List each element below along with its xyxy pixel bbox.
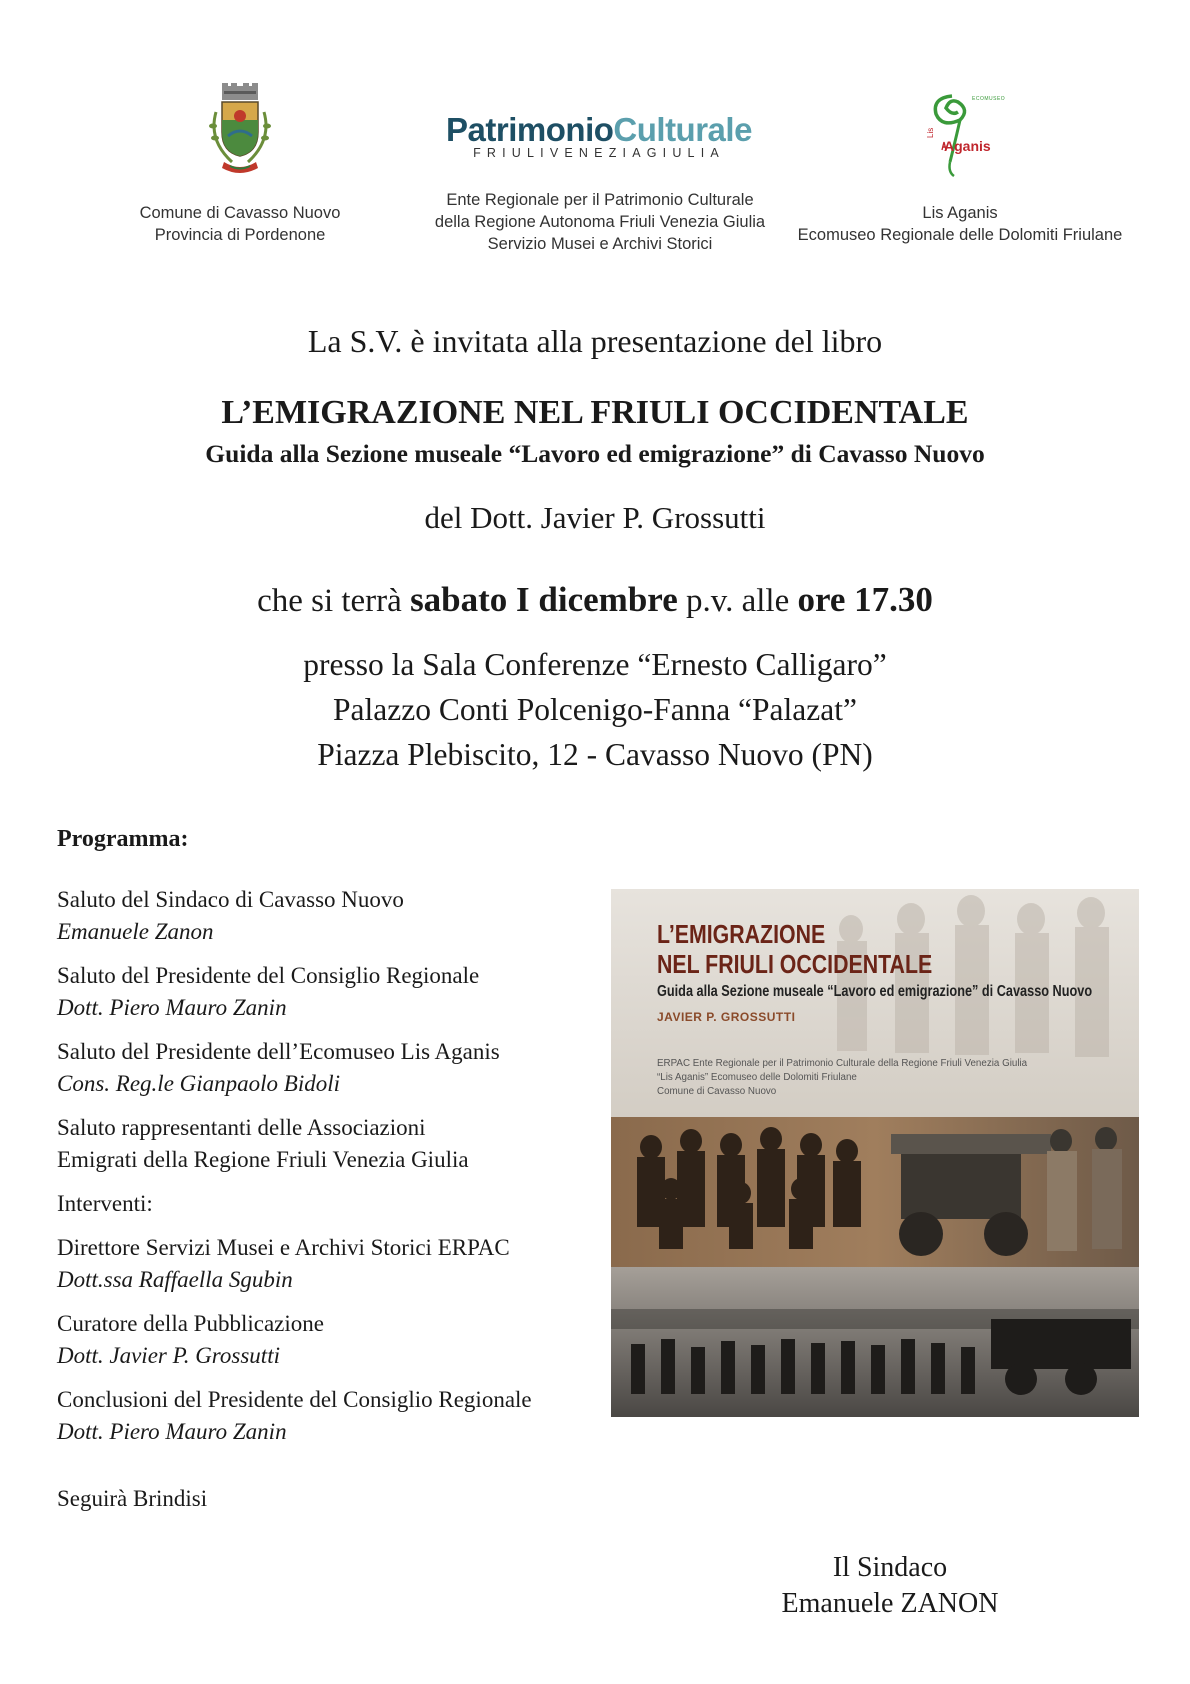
cover-title	[657, 919, 932, 979]
invitation-intro: La S.V. è invitata alla presentazione del libro	[307, 323, 883, 359]
lis-aganis-logo	[920, 90, 1006, 180]
cover-title-line-1: L’EMIGRAZIONE	[657, 919, 826, 949]
programme-item	[57, 1308, 617, 1372]
programme-item-title: Saluto del Sindaco di Cavasso Nuovo	[57, 887, 404, 912]
comune-caption	[110, 202, 370, 246]
ente-line-2: della Regione Autonoma Friuli Venezia Giulia	[434, 213, 766, 231]
comune-province: Provincia di Pordenone	[154, 226, 326, 244]
programme-item-person: Dott.ssa Raffaella Sgubin	[57, 1267, 293, 1292]
when-prefix: che si terrà	[257, 583, 411, 619]
logo-word-culturale: Culturale	[613, 111, 752, 148]
event-day: sabato I dicembre	[410, 580, 678, 619]
coat-of-arms-icon	[200, 82, 280, 180]
ente-line-1: Ente Regionale per il Patrimonio Culturale	[446, 191, 754, 209]
aganis-logo-lis: Lis	[926, 127, 935, 138]
book-author: del Dott. Javier P. Grossutti	[424, 500, 766, 535]
programme-item	[57, 884, 617, 948]
programme-item-title: Direttore Servizi Musei e Archivi Storici ERPAC	[57, 1235, 510, 1260]
programme-item	[57, 1232, 617, 1296]
programme-item-person: Emanuele Zanon	[57, 919, 214, 944]
cover-subtitle: Guida alla Sezione museale “Lavoro ed emigrazione” di Cavasso Nuovo	[657, 983, 1093, 1000]
ecomuseo-name: Lis Aganis	[922, 204, 998, 222]
programme-item	[57, 1036, 617, 1100]
comune-name: Comune di Cavasso Nuovo	[139, 204, 341, 222]
signature-role: Il Sindaco	[832, 1552, 948, 1583]
comune-logo	[200, 82, 280, 180]
programme-item-person: Dott. Piero Mauro Zanin	[57, 995, 287, 1020]
programme-item	[57, 1112, 617, 1176]
programme-item-title: Saluto rappresentanti delle Associazioni	[57, 1115, 426, 1140]
programme-item-title: Conclusioni del Presidente del Consiglio Regionale	[57, 1387, 532, 1412]
signature-name: Emanuele ZANON	[781, 1588, 999, 1619]
cover-publisher-line-1: ERPAC Ente Regionale per il Patrimonio Culturale della Regione Friuli Venezia Giulia	[657, 1058, 1028, 1069]
event-time: ore 17.30	[797, 580, 933, 619]
programme-item	[57, 1188, 617, 1220]
cover-publisher-line-2: “Lis Aganis” Ecomuseo delle Dolomiti Friulane	[657, 1072, 857, 1083]
cover-publisher-line-3: Comune di Cavasso Nuovo	[657, 1086, 777, 1097]
programme-item-person: Dott. Javier P. Grossutti	[57, 1343, 280, 1368]
aganis-logo-ecomuseo: ECOMUSEO	[972, 96, 1006, 102]
venue-line-1: presso la Sala Conferenze “Ernesto Calligaro”	[303, 647, 887, 682]
programme-item	[57, 960, 617, 1024]
book-subtitle: Guida alla Sezione museale “Lavoro ed emigrazione” di Cavasso Nuovo	[205, 439, 985, 468]
cover-author: JAVIER P. GROSSUTTI	[657, 1010, 796, 1024]
signature-block	[740, 1550, 1040, 1622]
book-title: L’EMIGRAZIONE NEL FRIULI OCCIDENTALE	[221, 394, 969, 431]
programme-list	[57, 884, 617, 1460]
aganis-logo-name: Aganis	[944, 138, 991, 154]
logo-word-patrimonio: Patrimonio	[446, 111, 614, 148]
programme-item-title: Curatore della Pubblicazione	[57, 1311, 324, 1336]
venue-line-2: Palazzo Conti Polcenigo-Fanna “Palazat”	[333, 692, 857, 727]
programme-heading: Programma:	[57, 826, 189, 852]
programme-closing: Seguirà Brindisi	[57, 1486, 208, 1511]
programme-item-person: Cons. Reg.le Gianpaolo Bidoli	[57, 1071, 341, 1096]
when-mid: p.v. alle	[677, 583, 798, 619]
logo-region: FRIULIVENEZIAGIULIA	[473, 146, 725, 160]
book-cover-image	[611, 889, 1139, 1417]
programme-item-title: Saluto del Presidente dell’Ecomuseo Lis Aganis	[57, 1039, 500, 1064]
programme-item	[57, 1384, 617, 1448]
cover-publishers	[657, 1057, 1027, 1099]
ecomuseo-caption	[780, 202, 1140, 246]
event-date-time	[0, 580, 1190, 620]
patrimonio-culturale-logo	[419, 112, 779, 160]
venue-line-3: Piazza Plebiscito, 12 - Cavasso Nuovo (PN)	[317, 737, 873, 772]
programme-item-title-continued: Emigrati della Regione Friuli Venezia Giulia	[57, 1147, 469, 1172]
programme-item-person: Dott. Piero Mauro Zanin	[57, 1419, 287, 1444]
ente-caption	[405, 189, 795, 255]
ecomuseo-description: Ecomuseo Regionale delle Dolomiti Friulane	[797, 226, 1123, 244]
programme-item-title: Interventi:	[57, 1191, 153, 1216]
programme-item-title: Saluto del Presidente del Consiglio Regionale	[57, 963, 480, 988]
cover-title-line-2: NEL FRIULI OCCIDENTALE	[657, 949, 933, 979]
ente-line-3: Servizio Musei e Archivi Storici	[487, 235, 713, 253]
